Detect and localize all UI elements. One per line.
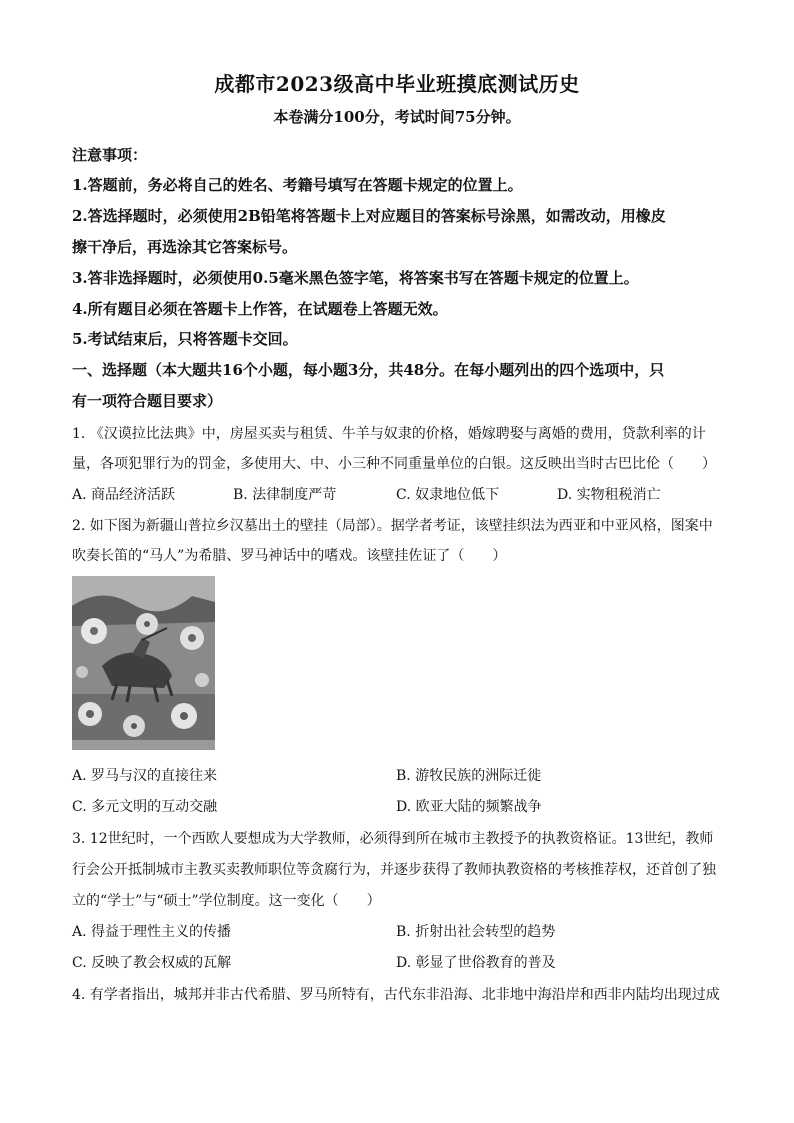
question-3-stem: 立的“学士”与“硕士”学位制度。这一变化（ ） [72, 893, 381, 909]
question-3-option-a: A. 得益于理性主义的传播 [72, 924, 232, 940]
notice-item: 5.考试结束后，只将答题卡交回。 [72, 330, 298, 348]
notice-item: 1.答题前，务必将自己的姓名、考籍号填写在答题卡规定的位置上。 [72, 176, 523, 194]
question-1-option-c: C. 奴隶地位低下 [396, 487, 500, 503]
question-1-stem: 量，各项犯罪行为的罚金，多使用大、中、小三种不同重量单位的白银。这反映出当时古巴比伦（ ） [72, 456, 716, 472]
question-1-stem: 1. 《汉谟拉比法典》中，房屋买卖与租赁、牛羊与奴隶的价格，婚嫁聘娶与离婚的费用，贷款利率的计 [72, 426, 706, 442]
question-2-stem: 吹奏长笛的“马人”为希腊、罗马神话中的嗜戏。该壁挂佐证了（ ） [72, 548, 507, 564]
question-3-option-c: C. 反映了教会权威的瓦解 [72, 955, 232, 971]
notice-item: 擦干净后，再选涂其它答案标号。 [72, 238, 298, 256]
tapestry-fragment-image [72, 576, 215, 750]
section-heading: 一、选择题（本大题共16个小题，每小题3分，共48分。在每小题列出的四个选项中，只 [72, 361, 665, 379]
question-2-option-b: B. 游牧民族的洲际迁徙 [396, 768, 542, 784]
notice-item: 4.所有题目必须在答题卡上作答，在试题卷上答题无效。 [72, 300, 448, 318]
exam-subtitle: 本卷满分100分，考试时间75分钟。 [273, 108, 521, 126]
question-1-option-a: A. 商品经济活跃 [72, 487, 176, 503]
question-2-option-c: C. 多元文明的互动交融 [72, 799, 218, 815]
section-heading-cont: 有一项符合题目要求） [72, 392, 223, 410]
notice-heading: 注意事项： [72, 146, 148, 164]
question-3-option-d: D. 彰显了世俗教育的普及 [396, 955, 556, 971]
notice-item: 3.答非选择题时，必须使用0.5毫米黑色签字笔，将答案书写在答题卡规定的位置上。 [72, 269, 639, 287]
question-2-stem: 2. 如下图为新疆山普拉乡汉墓出土的壁挂（局部）。据学者考证，该壁挂织法为西亚和中亚风格，图案中 [72, 518, 713, 534]
question-1-option-b: B. 法律制度严苛 [233, 487, 337, 503]
question-4-stem: 4. 有学者指出，城邦并非古代希腊、罗马所特有，古代东非沿海、北非地中海沿岸和西非内陆均出现过成 [72, 987, 720, 1003]
exam-title: 成都市2023级高中毕业班摸底测试历史 [214, 72, 580, 96]
question-3-stem: 3. 12世纪时，一个西欧人要想成为大学教师，必须得到所在城市主教授予的执教资格证。13世纪，教师 [72, 831, 714, 847]
notice-item: 2.答选择题时，必须使用2B铅笔将答题卡上对应题目的答案标号涂黑，如需改动，用橡皮 [72, 207, 666, 225]
question-3-option-b: B. 折射出社会转型的趋势 [396, 924, 556, 940]
question-1-option-d: D. 实物租税消亡 [557, 487, 661, 503]
question-3-stem: 行会公开抵制城市主教买卖教师职位等贪腐行为，并逐步获得了教师执教资格的考核推荐权，还首创了独 [72, 862, 716, 878]
question-2-option-d: D. 欧亚大陆的频繁战争 [396, 799, 542, 815]
question-2-option-a: A. 罗马与汉的直接往来 [72, 768, 218, 784]
